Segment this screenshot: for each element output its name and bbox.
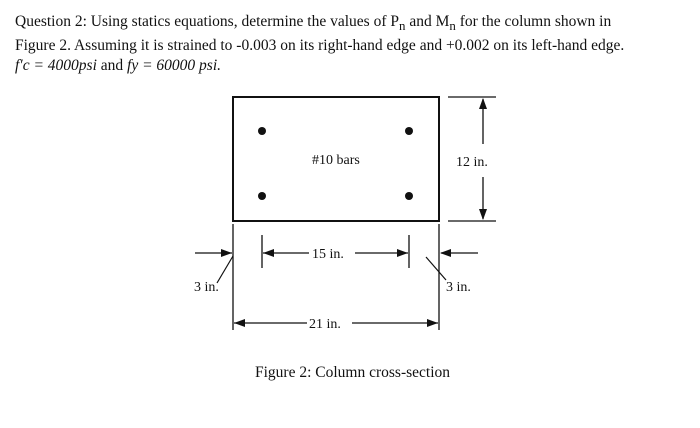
question-line-2: Figure 2. Assuming it is strained to -0.003 on its right-hand edge and +0.002 on its left-hand edge.	[15, 37, 625, 55]
steel-yield-strength: fy = 60000 psi.	[127, 57, 221, 75]
pn-subscript: n	[399, 18, 406, 34]
total-width-label: 21 in.	[309, 317, 341, 332]
rebar-top-left	[258, 127, 266, 135]
rebar-bottom-left	[258, 192, 266, 200]
height-arrow-top	[479, 98, 487, 109]
bars-label: #10 bars	[312, 153, 360, 168]
inner-width-label: 15 in.	[312, 247, 344, 262]
inner-width-arrow-left	[263, 249, 274, 257]
right-cover-label: 3 in.	[446, 280, 471, 295]
rebar-bottom-right	[405, 192, 413, 200]
right-cover-leader	[426, 257, 446, 280]
left-cover-label: 3 in.	[194, 280, 219, 295]
question-line-1-prefix: Question 2: Using statics equations, determine the values of P	[15, 13, 399, 30]
total-width-arrow-left	[234, 319, 245, 327]
rebar-top-right	[405, 127, 413, 135]
question-line-1-suffix: for the column shown in	[455, 13, 612, 30]
figure-caption: Figure 2: Column cross-section	[255, 364, 451, 381]
concrete-strength: f′c = 4000psi	[15, 57, 97, 75]
right-cover-arrow	[440, 249, 451, 257]
total-width-arrow-right	[427, 319, 438, 327]
inner-width-arrow-right	[397, 249, 408, 257]
mn-subscript: n	[449, 18, 456, 34]
and-text: and	[96, 57, 128, 75]
height-label: 12 in.	[456, 155, 488, 170]
question-line-1-mid: and M	[405, 13, 450, 30]
height-arrow-bottom	[479, 209, 487, 220]
left-cover-leader	[217, 256, 233, 283]
left-cover-arrow	[221, 249, 232, 257]
